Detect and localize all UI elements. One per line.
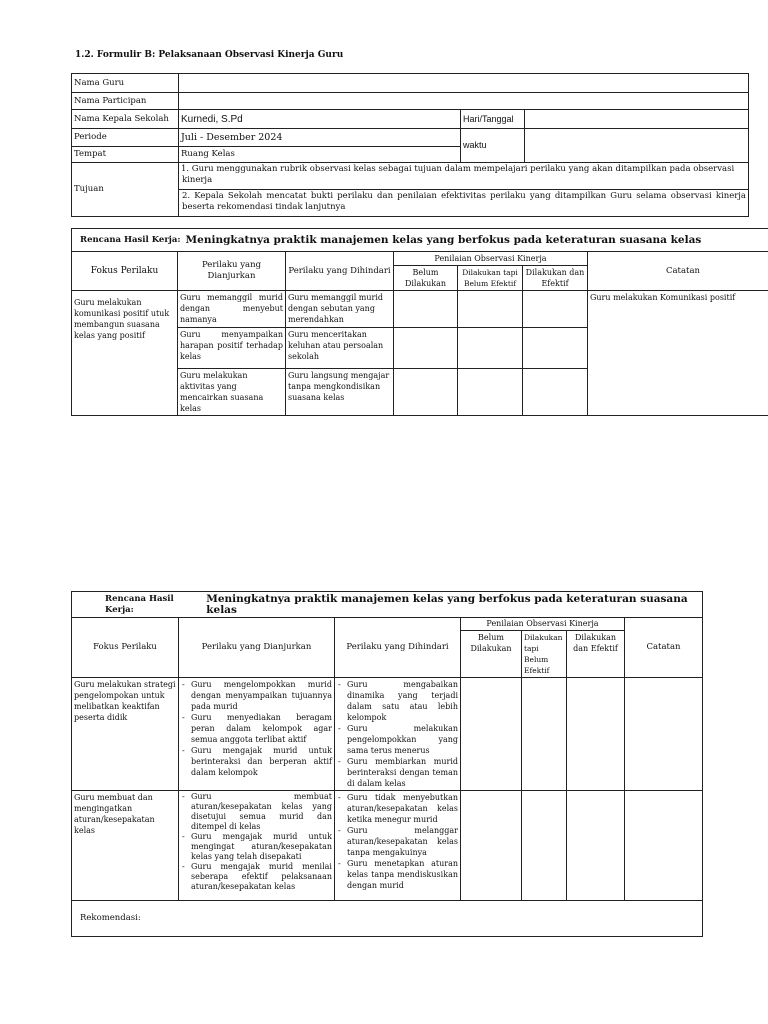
kepala-sekolah-value: Kurnedi, S.Pd	[179, 110, 461, 129]
fokus-perilaku-2: Guru melakukan strategi pengelompokan untuk melibatkan keaktifan peserta didik	[72, 678, 179, 791]
dianjurkan-cell: Guru melakukan aktivitas yang mencairkan suasana kelas	[178, 369, 286, 416]
tempat-label: Tempat	[72, 147, 179, 163]
dianjurkan-cell: Guru menyampaikan harapan positif terhadap kelas	[178, 328, 286, 369]
rhk-title: Meningkatnya praktik manajemen kelas yang berfokus pada keteraturan suasana kelas	[206, 592, 688, 616]
hari-tanggal-label: Hari/Tanggal	[461, 110, 525, 129]
tempat-value: Ruang Kelas	[179, 147, 461, 163]
dilakukan-efektif-cell[interactable]	[523, 369, 588, 416]
waktu-value	[525, 129, 749, 163]
list-item: - Guru melakukan pengelompokkan yang sama terus menerus	[347, 723, 458, 756]
info-table	[71, 73, 749, 217]
dilakukan-tapi-cell[interactable]	[522, 791, 567, 901]
list-item: - Guru mengajak murid menilai seberapa efektif pelaksanaan aturan/kesepakatan kelas	[191, 862, 332, 892]
header-dilakukan-efektif: Dilakukan dan Efektif	[567, 631, 625, 678]
rhk-label: Rencana Hasil Kerja:	[80, 234, 181, 245]
header-fokus-perilaku: Fokus Perilaku	[72, 252, 178, 291]
observasi-table-2	[71, 591, 703, 937]
tujuan-item-2: 2. Kepala Sekolah mencatat bukti perilaku dan penilaian efektivitas perilaku yang ditampilkan Guru selama observasi kinerja beserta rekomendasi tindak lanjutnya	[179, 190, 749, 217]
dilakukan-tapi-cell[interactable]	[458, 369, 523, 416]
header-dianjurkan: Perilaku yang Dianjurkan	[178, 252, 286, 291]
header-catatan: Catatan	[588, 252, 768, 291]
list-item: - Guru mengelompokkan murid dengan menyampaikan tujuannya pada murid	[191, 679, 332, 712]
catatan-cell[interactable]	[625, 791, 703, 901]
kepala-sekolah-label: Nama Kepala Sekolah	[72, 110, 179, 129]
list-item: - Guru menetapkan aturan kelas tanpa mendiskusikan dengan murid	[347, 858, 458, 891]
periode-value: Juli - Desember 2024	[179, 129, 461, 147]
fokus-perilaku-1: Guru melakukan komunikasi positif utuk membangun suasana kelas yang positif	[72, 291, 178, 416]
rhk-label: Rencana Hasil Kerja:	[105, 593, 174, 615]
fokus-perilaku-3: Guru membuat dan mengingatkan aturan/kesepakatan kelas	[72, 791, 179, 901]
rhk-title: Meningkatnya praktik manajemen kelas yang berfokus pada keteraturan suasana kelas	[185, 233, 702, 246]
dihindari-cell: Guru memanggil murid dengan sebutan yang merendahkan	[286, 291, 394, 328]
belum-dilakukan-cell[interactable]	[461, 678, 522, 791]
belum-dilakukan-cell[interactable]	[394, 291, 458, 328]
header-belum-dilakukan: Belum Dilakukan	[461, 631, 522, 678]
dihindari-cell: Guru menceritakan keluhan atau persoalan sekolah	[286, 328, 394, 369]
waktu-label: waktu	[461, 129, 525, 163]
header-dianjurkan: Perilaku yang Dianjurkan	[179, 618, 335, 678]
belum-dilakukan-cell[interactable]	[461, 791, 522, 901]
header-catatan: Catatan	[625, 618, 703, 678]
hari-tanggal-value	[525, 110, 749, 129]
tujuan-item-1: 1. Guru menggunakan rubrik observasi kelas sebagai tujuan dalam mempelajari perilaku yang akan ditampilkan pada observasi kinerja	[179, 163, 749, 190]
header-penilaian: Penilaian Observasi Kinerja	[461, 618, 625, 631]
dilakukan-tapi-cell[interactable]	[458, 328, 523, 369]
dihindari-list	[337, 679, 458, 789]
rencana-hasil-kerja-2	[105, 594, 700, 616]
dianjurkan-cell: Guru memanggil murid dengan menyebut namanya	[178, 291, 286, 328]
nama-guru-value	[179, 74, 749, 93]
dilakukan-efektif-cell[interactable]	[523, 328, 588, 369]
dilakukan-tapi-cell[interactable]	[458, 291, 523, 328]
nama-participan-label: Nama Participan	[72, 93, 179, 110]
list-item: - Guru menyediakan beragam peran dalam kelompok agar semua anggota terlibat aktif	[191, 712, 332, 745]
header-belum-dilakukan: Belum Dilakukan	[394, 266, 458, 291]
tujuan-label: Tujuan	[72, 163, 179, 217]
belum-dilakukan-cell[interactable]	[394, 369, 458, 416]
list-item: - Guru membuat aturan/kesepakatan kelas yang disetujui semua murid dan ditempel di kelas	[191, 792, 332, 832]
dilakukan-efektif-cell[interactable]	[567, 678, 625, 791]
header-penilaian: Penilaian Observasi Kinerja	[394, 252, 588, 266]
header-dilakukan-tapi: Dilakukan tapi Belum Efektif	[458, 266, 523, 291]
observasi-table-1	[71, 228, 768, 416]
dilakukan-efektif-cell[interactable]	[523, 291, 588, 328]
belum-dilakukan-cell[interactable]	[394, 328, 458, 369]
header-dilakukan-efektif: Dilakukan dan Efektif	[523, 266, 588, 291]
dilakukan-efektif-cell[interactable]	[567, 791, 625, 901]
list-item: - Guru tidak menyebutkan aturan/kesepakatan kelas ketika menegur murid	[347, 792, 458, 825]
rencana-hasil-kerja-1	[80, 235, 768, 246]
list-item: - Guru melanggar aturan/kesepakatan kelas tanpa mengakuinya	[347, 825, 458, 858]
rekomendasi-label: Rekomendasi:	[80, 913, 141, 923]
nama-guru-label: Nama Guru	[72, 74, 179, 93]
dihindari-cell: Guru langsung mengajar tanpa mengkondisikan suasana kelas	[286, 369, 394, 416]
dianjurkan-list	[181, 792, 332, 892]
catatan-cell[interactable]	[625, 678, 703, 791]
dianjurkan-list	[181, 679, 332, 778]
list-item: - Guru mengabaikan dinamika yang terjadi dalam satu atau lebih kelompok	[347, 679, 458, 723]
rekomendasi-field[interactable]	[72, 901, 703, 937]
header-dilakukan-tapi: Dilakukan tapi Belum Efektif	[522, 631, 567, 678]
form-heading: 1.2. Formulir B: Pelaksanaan Observasi Kinerja Guru	[75, 50, 344, 60]
dihindari-list	[337, 792, 458, 891]
nama-participan-value	[179, 93, 749, 110]
header-fokus-perilaku: Fokus Perilaku	[72, 618, 179, 678]
list-item: - Guru mengajak murid untuk mengingat aturan/kesepakatan kelas yang telah disepakati	[191, 832, 332, 862]
header-dihindari: Perilaku yang Dihindari	[335, 618, 461, 678]
catatan-cell: Guru melakukan Komunikasi positif	[588, 291, 768, 416]
dilakukan-tapi-cell[interactable]	[522, 678, 567, 791]
periode-label: Periode	[72, 129, 179, 147]
list-item: - Guru membiarkan murid berinteraksi dengan teman di dalam kelas	[347, 756, 458, 789]
header-dihindari: Perilaku yang Dihindari	[286, 252, 394, 291]
list-item: - Guru mengajak murid untuk berinteraksi dan berperan aktif dalam kelompok	[191, 745, 332, 778]
